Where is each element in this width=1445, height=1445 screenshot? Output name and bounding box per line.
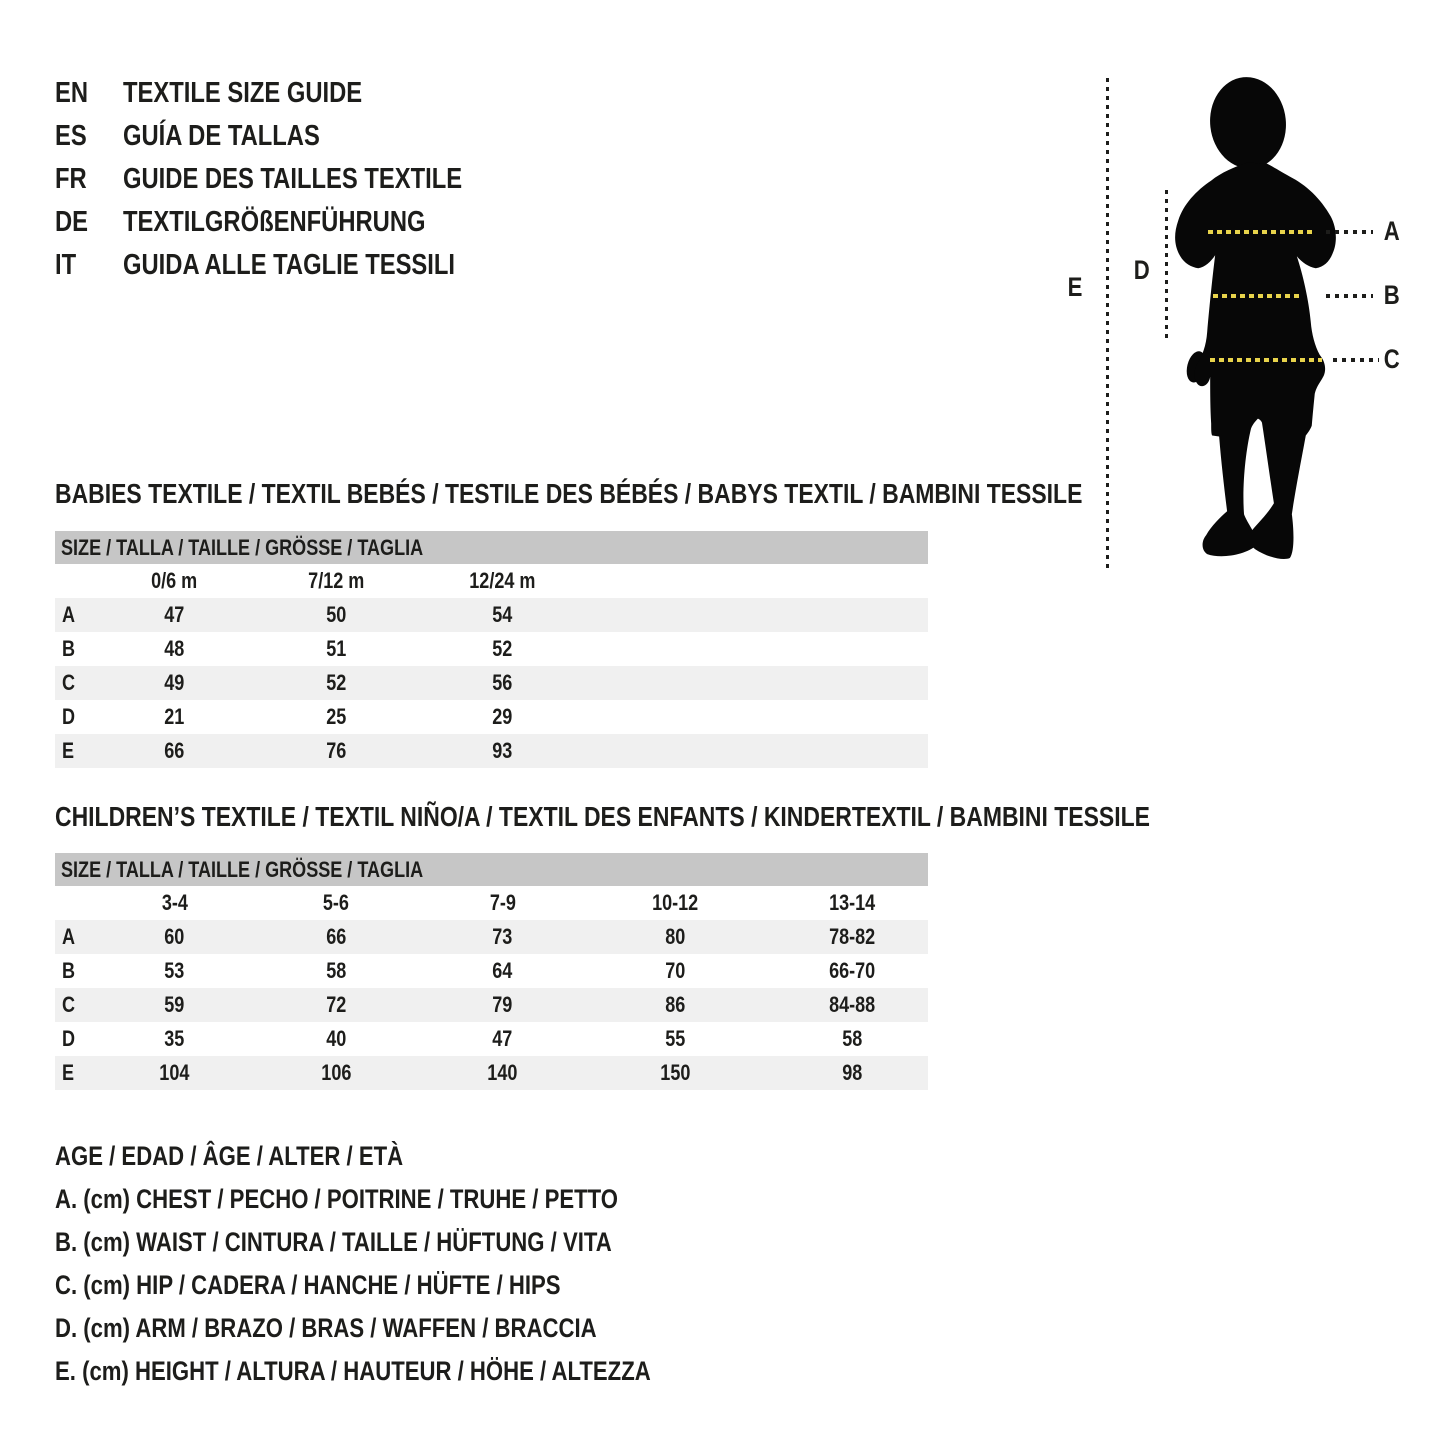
babies-row-e	[55, 734, 928, 768]
babies-row-c	[55, 666, 928, 700]
legend-line-arm: D. (cm) ARM / BRAZO / BRAS / WAFFEN / BRACCIA	[55, 1313, 597, 1343]
chest-measure-dash-a	[1326, 230, 1373, 234]
cell-value: 60	[164, 924, 185, 949]
cell-value: 25	[325, 704, 347, 729]
page-title-de: TEXTILGRÖßENFÜHRUNG	[123, 206, 426, 238]
measure-label-e: E	[1067, 272, 1083, 302]
cell-value: 84-88	[829, 992, 876, 1017]
cell-value: 52	[492, 636, 513, 661]
cell-value: 93	[492, 738, 513, 763]
cell-value: 80	[664, 924, 686, 949]
cell-value: 21	[164, 704, 185, 729]
children-row-e	[55, 1056, 928, 1090]
cell-value: 49	[164, 670, 185, 695]
cell-value: 140	[487, 1060, 518, 1085]
language-code-it: IT	[55, 249, 77, 281]
babies-row-b	[55, 632, 928, 666]
cell-value: 29	[492, 704, 513, 729]
babies-row-a	[55, 598, 928, 632]
legend-line-hip: C. (cm) HIP / CADERA / HANCHE / HÜFTE / HIPS	[55, 1270, 561, 1300]
language-code-en: EN	[55, 77, 89, 109]
measure-label-d: D	[1133, 255, 1150, 285]
row-label: E	[62, 738, 75, 763]
language-row-es	[55, 115, 537, 158]
babies-col-0-6m: 0/6 m	[151, 568, 198, 593]
cell-value: 35	[164, 1026, 185, 1051]
cell-value: 64	[492, 958, 513, 983]
row-label: D	[62, 704, 76, 729]
children-col-5-6: 5-6	[322, 890, 350, 915]
children-col-7-9: 7-9	[489, 890, 516, 915]
row-label: C	[62, 670, 76, 695]
row-label: B	[62, 636, 76, 661]
cell-value: 66	[164, 738, 185, 763]
hip-measure-dash-c	[1333, 358, 1379, 362]
page-title-fr: GUIDE DES TAILLES TEXTILE	[123, 163, 463, 195]
cell-value: 86	[664, 992, 686, 1017]
cell-value: 98	[842, 1060, 863, 1085]
cell-value: 76	[325, 738, 347, 763]
children-row-a	[55, 920, 928, 954]
cell-value: 66	[325, 924, 347, 949]
cell-value: 58	[325, 958, 347, 983]
cell-value: 104	[159, 1060, 190, 1085]
language-title-block	[55, 72, 537, 287]
language-row-fr	[55, 158, 537, 201]
language-code-de: DE	[55, 206, 89, 238]
language-row-de	[55, 201, 537, 244]
cell-value: 54	[492, 602, 513, 627]
cell-value: 78-82	[829, 924, 876, 949]
cell-value: 40	[325, 1026, 347, 1051]
cell-value: 50	[325, 602, 347, 627]
cell-value: 51	[325, 636, 347, 661]
legend-line-chest: A. (cm) CHEST / PECHO / POITRINE / TRUHE / PETTO	[55, 1184, 618, 1214]
cell-value: 59	[164, 992, 185, 1017]
waist-measure-dash-b	[1326, 294, 1373, 298]
cell-value: 48	[164, 636, 185, 661]
cell-value: 56	[492, 670, 513, 695]
babies-row-d	[55, 700, 928, 734]
row-label: B	[62, 958, 76, 983]
babies-size-table	[55, 564, 928, 768]
measure-label-a: A	[1383, 216, 1400, 246]
cell-value: 106	[320, 1060, 352, 1085]
babies-column-header-row	[55, 564, 928, 598]
hip-measure-dash-on-body	[1210, 358, 1322, 362]
cell-value: 53	[164, 958, 185, 983]
babies-col-12-24m: 12/24 m	[469, 568, 536, 593]
legend-line-height: E. (cm) HEIGHT / ALTURA / HAUTEUR / HÖHE / ALTEZZA	[55, 1356, 651, 1386]
babies-col-7-12m: 7/12 m	[307, 568, 365, 593]
language-row-it	[55, 244, 537, 287]
cell-value: 47	[164, 602, 185, 627]
children-size-header-bar: SIZE / TALLA / TAILLE / GRÖSSE / TAGLIA	[55, 853, 928, 886]
legend-line-waist: B. (cm) WAIST / CINTURA / TAILLE / HÜFTUNG / VITA	[55, 1227, 612, 1257]
language-code-fr: FR	[55, 163, 87, 195]
row-label: D	[62, 1026, 76, 1051]
children-col-3-4: 3-4	[161, 890, 188, 915]
children-row-c	[55, 988, 928, 1022]
cell-value: 55	[664, 1026, 686, 1051]
babies-size-header-bar: SIZE / TALLA / TAILLE / GRÖSSE / TAGLIA	[55, 531, 928, 564]
cell-value: 79	[492, 992, 513, 1017]
page-title-es: GUÍA DE TALLAS	[123, 120, 320, 152]
children-row-b	[55, 954, 928, 988]
cell-value: 73	[492, 924, 513, 949]
measurement-legend	[55, 1135, 781, 1393]
cell-value: 58	[842, 1026, 863, 1051]
children-column-header-row	[55, 886, 928, 920]
cell-value: 66-70	[829, 958, 876, 983]
row-label: C	[62, 992, 76, 1017]
babies-section-title: BABIES TEXTILE / TEXTIL BEBÉS / TESTILE DES BÉBÉS / BABYS TEXTIL / BAMBINI TESSILE	[55, 478, 1083, 509]
children-size-table	[55, 886, 928, 1090]
legend-line-age: AGE / EDAD / ÂGE / ALTER / ETÀ	[55, 1141, 404, 1171]
cell-value: 72	[325, 992, 347, 1017]
cell-value: 70	[664, 958, 686, 983]
row-label: E	[62, 1060, 75, 1085]
language-row-en	[55, 72, 537, 115]
row-label: A	[62, 924, 76, 949]
children-col-13-14: 13-14	[829, 890, 876, 915]
silhouette-head	[1206, 75, 1291, 172]
children-col-10-12: 10-12	[651, 890, 699, 915]
cell-value: 150	[659, 1060, 691, 1085]
language-code-es: ES	[55, 120, 87, 152]
measure-label-c: C	[1383, 344, 1400, 374]
waist-measure-dash-on-body	[1213, 294, 1303, 298]
page-title-en: TEXTILE SIZE GUIDE	[123, 77, 363, 109]
children-section-title: CHILDREN’S TEXTILE / TEXTIL NIÑO/A / TEXTIL DES ENFANTS / KINDERTEXTIL / BAMBINI TESSILE	[55, 801, 1150, 832]
row-label: A	[62, 602, 76, 627]
children-row-d	[55, 1022, 928, 1056]
chest-measure-dash-on-body	[1208, 230, 1316, 234]
measure-label-b: B	[1383, 280, 1400, 310]
cell-value: 52	[325, 670, 347, 695]
page-title-it: GUIDA ALLE TAGLIE TESSILI	[123, 249, 456, 281]
cell-value: 47	[492, 1026, 513, 1051]
